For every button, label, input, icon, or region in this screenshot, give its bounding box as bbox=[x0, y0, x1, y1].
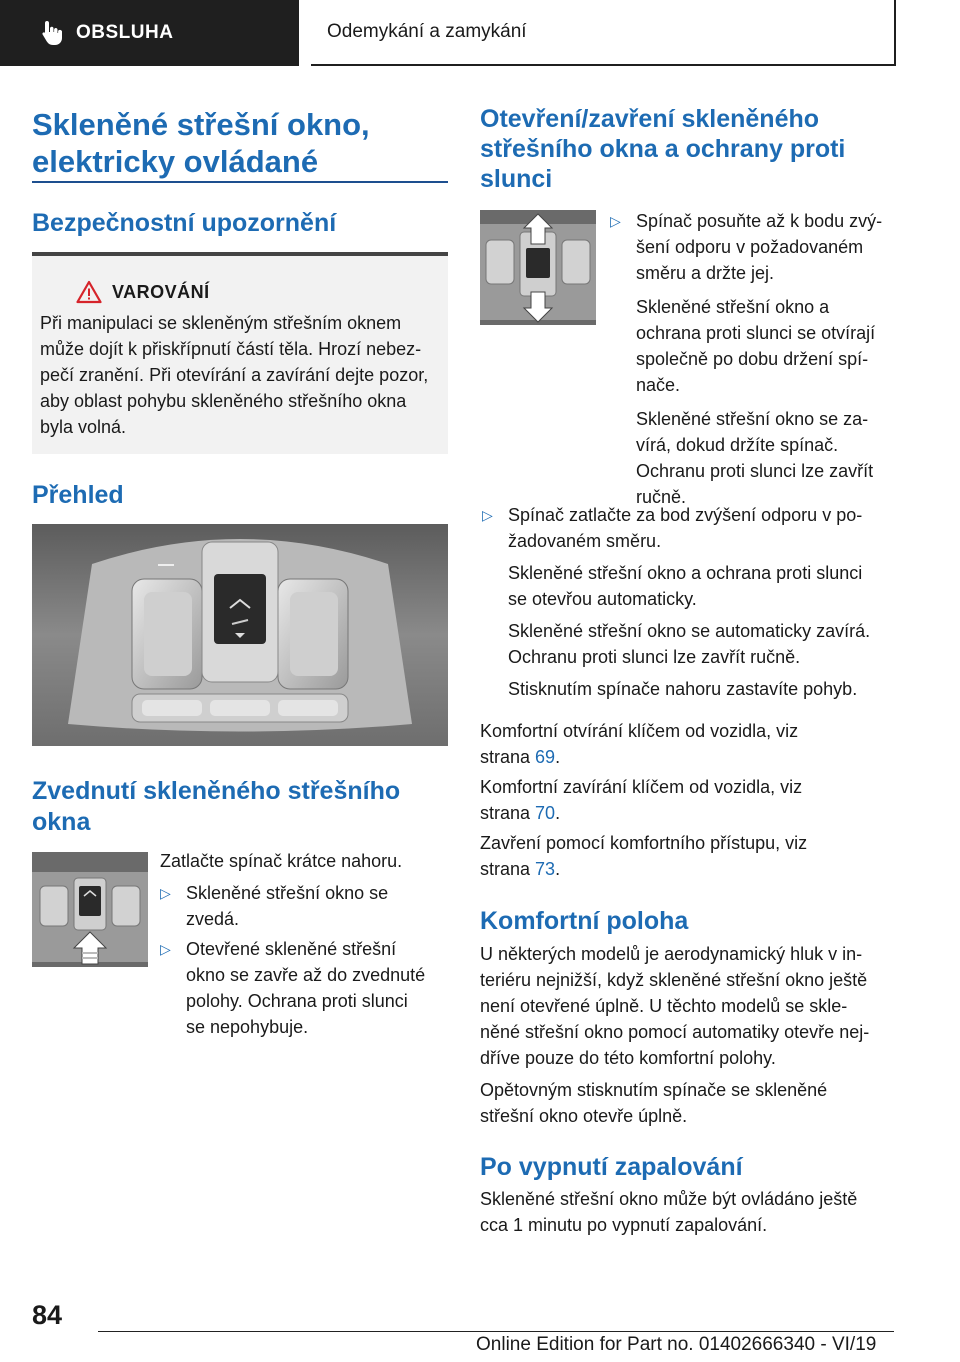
list-item bbox=[608, 208, 900, 510]
title-rule bbox=[32, 181, 448, 183]
list-line: Ochranu proti slunci lze zavřít bbox=[636, 461, 874, 481]
list-line: šení odporu v požadovaném bbox=[636, 237, 864, 257]
ignition-heading: Po vypnutí zapalování bbox=[480, 1153, 743, 1181]
list-line: okno se zavře až do zvednuté bbox=[186, 965, 426, 985]
comfort-line: U některých modelů je aerodynamický hluk v in- bbox=[480, 944, 863, 964]
list-line: vírá, dokud držíte spínač. bbox=[636, 435, 839, 455]
overview-heading: Přehled bbox=[32, 481, 124, 509]
list-line: Spínač posuňte až k bodu zvý- bbox=[636, 211, 883, 231]
page-title bbox=[32, 106, 452, 180]
page-title-line2: elektricky ovládané bbox=[32, 144, 319, 179]
list-line: Stisknutím spínače nahoru zastavíte pohyb. bbox=[508, 679, 858, 699]
overhead-console-image bbox=[32, 524, 448, 746]
comfort-line: střešní okno otevře úplně. bbox=[480, 1106, 688, 1126]
comfort-heading: Komfortní poloha bbox=[480, 907, 689, 935]
comfort-paragraph bbox=[480, 941, 900, 1071]
section-tab bbox=[0, 0, 299, 66]
page-link-73[interactable]: 73 bbox=[535, 859, 556, 879]
ignition-paragraph bbox=[480, 1186, 900, 1238]
list-bullet-icon: ▷ bbox=[610, 213, 621, 229]
safety-heading: Bezpečnostní upozornění bbox=[32, 209, 337, 237]
list-bullet-icon: ▷ bbox=[160, 885, 171, 901]
ref-prefix: strana bbox=[480, 859, 536, 879]
list-line: Skleněné střešní okno se bbox=[186, 883, 389, 903]
edition-text: Online Edition for Part no. 01402666340 - VI/19 bbox=[476, 1334, 877, 1355]
list-bullet-icon: ▷ bbox=[482, 507, 493, 523]
lift-switch-image bbox=[32, 852, 148, 967]
open-close-switch-image bbox=[480, 210, 596, 325]
reference-paragraph bbox=[480, 718, 900, 770]
list-line: Skleněné střešní okno se za- bbox=[636, 409, 869, 429]
list-line: ručně. bbox=[636, 487, 687, 507]
comfort-line: Opětovným stisknutím spínače se skleněné bbox=[480, 1080, 828, 1100]
list-line: Skleněné střešní okno a bbox=[636, 297, 830, 317]
reference-paragraph bbox=[480, 774, 900, 826]
warning-line: aby oblast pohybu skleněného střešního okna bbox=[40, 391, 407, 411]
open-heading-line: Otevření/zavření skleněného bbox=[480, 105, 820, 133]
warning-triangle-icon bbox=[76, 280, 102, 304]
comfort-line: dříve pouze do této komfortní polohy. bbox=[480, 1048, 776, 1068]
list-line: se otevřou automaticky. bbox=[508, 589, 697, 609]
list-line: nače. bbox=[636, 375, 681, 395]
warning-label: VAROVÁNÍ bbox=[112, 281, 210, 302]
list-line: Otevřené skleněné střešní bbox=[186, 939, 397, 959]
chapter-tab bbox=[311, 0, 896, 66]
warning-header bbox=[76, 280, 438, 304]
warning-text bbox=[40, 310, 438, 440]
reference-paragraph bbox=[480, 830, 900, 882]
ref-line: strana 69. bbox=[480, 747, 561, 767]
hand-pointer-icon bbox=[40, 19, 64, 47]
page-link-70[interactable]: 70 bbox=[535, 803, 556, 823]
open-heading-line: slunci bbox=[480, 165, 553, 193]
list-line: žadovaném směru. bbox=[508, 531, 662, 551]
ref-line: Komfortní zavírání klíčem od vozidla, viz bbox=[480, 777, 803, 797]
page-title-line1: Skleněné střešní okno, bbox=[32, 107, 370, 142]
chapter-title: Odemykání a zamykání bbox=[327, 21, 527, 42]
list-line: Skleněné střešní okno se automaticky zavírá. bbox=[508, 621, 871, 641]
ref-line: strana 73. bbox=[480, 859, 561, 879]
comfort-line: není otevřené úplně. U těchto modelů se skle- bbox=[480, 996, 848, 1016]
list-line: Skleněné střešní okno a ochrana proti slunci bbox=[508, 563, 863, 583]
comfort-line: něné střešní okno pomocí automatiky otevře nej- bbox=[480, 1022, 870, 1042]
warning-line: byla volná. bbox=[40, 417, 127, 437]
lift-heading-line2: okna bbox=[32, 808, 91, 836]
warning-line: pečí zranění. Při otevírání a zavírání dejte pozor, bbox=[40, 365, 429, 385]
page-link-69[interactable]: 69 bbox=[535, 747, 556, 767]
page-number: 84 bbox=[32, 1300, 63, 1330]
comfort-line: teriéru nejnižší, když skleněné střešní okno ještě bbox=[480, 970, 868, 990]
ref-line: strana 70. bbox=[480, 803, 561, 823]
ref-line: Zavření pomocí komfortního přístupu, viz bbox=[480, 833, 808, 853]
warning-box bbox=[32, 252, 448, 454]
list-item bbox=[480, 502, 900, 702]
warning-line: Při manipulaci se skleněným střešním oknem bbox=[40, 313, 402, 333]
list-line: se nepohybuje. bbox=[186, 1017, 309, 1037]
lift-intro: Zatlačte spínač krátce nahoru. bbox=[160, 851, 403, 871]
lift-heading-line1: Zvednutí skleněného střešního bbox=[32, 777, 401, 805]
ignition-line: cca 1 minutu po vypnutí zapalování. bbox=[480, 1215, 768, 1235]
list-line: polohy. Ochrana proti slunci bbox=[186, 991, 408, 1011]
list-line: společně po dobu držení spí- bbox=[636, 349, 869, 369]
list-item bbox=[158, 936, 454, 1040]
open-close-heading bbox=[480, 104, 900, 194]
ref-prefix: strana bbox=[480, 747, 536, 767]
comfort-paragraph-2 bbox=[480, 1077, 900, 1129]
list-line: Ochranu proti slunci lze zavřít ručně. bbox=[508, 647, 801, 667]
list-item bbox=[158, 880, 454, 932]
list-bullet-icon: ▷ bbox=[160, 941, 171, 957]
ignition-line: Skleněné střešní okno může být ovládáno ještě bbox=[480, 1189, 858, 1209]
footer-rule bbox=[98, 1331, 894, 1332]
lift-heading bbox=[32, 776, 452, 838]
section-title: OBSLUHA bbox=[76, 22, 174, 43]
open-heading-line: střešního okna a ochrany proti bbox=[480, 135, 846, 163]
list-line: ochrana proti slunci se otvírají bbox=[636, 323, 876, 343]
warning-line: může dojít k přiskřípnutí částí těla. Hrozí nebez- bbox=[40, 339, 422, 359]
list-line: Spínač zatlačte za bod zvýšení odporu v po- bbox=[508, 505, 863, 525]
list-line: zvedá. bbox=[186, 909, 240, 929]
list-line: směru a držte jej. bbox=[636, 263, 775, 283]
ref-prefix: strana bbox=[480, 803, 536, 823]
ref-line: Komfortní otvírání klíčem od vozidla, viz bbox=[480, 721, 799, 741]
